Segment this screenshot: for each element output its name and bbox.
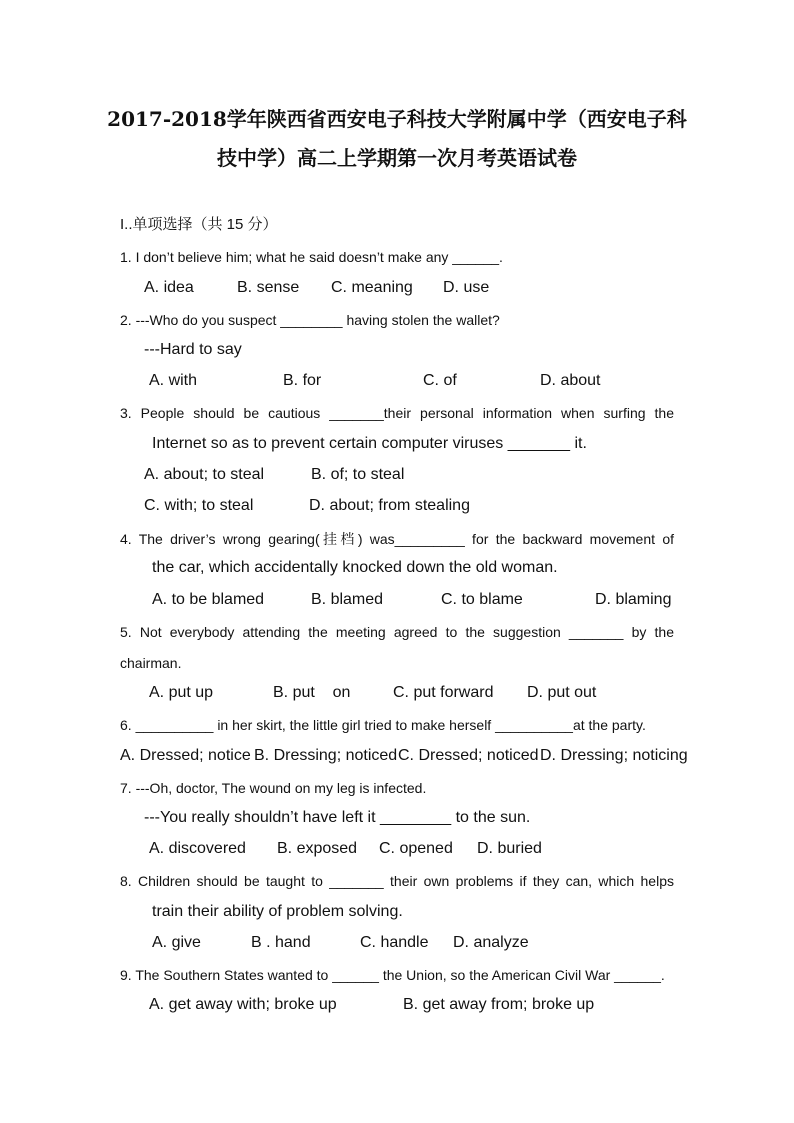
document-title-line-2: 技中学）高二上学期第一次月考英语试卷: [217, 146, 577, 170]
question-3-option-a: A. about; to steal: [144, 466, 265, 483]
question-7-option-c: C. opened: [379, 840, 453, 857]
question-7-option-b: B. exposed: [277, 840, 358, 857]
question-8-stem-line-1: 8. Children should be taught to _______ their own problems if they can, which helps: [120, 873, 674, 889]
question-1-stem: 1. I don’t believe him; what he said doesn’t make any ______.: [120, 249, 503, 265]
question-4-option-b: B. blamed: [311, 591, 384, 608]
question-7-option-d: D. buried: [477, 840, 542, 857]
question-3-option-d: D. about; from stealing: [309, 497, 470, 514]
question-5-option-d: D. put out: [527, 684, 597, 701]
question-9-option-b: B. get away from; broke up: [403, 996, 595, 1013]
question-5-stem-line-2: chairman.: [120, 655, 182, 671]
question-1-option-a: A. idea: [144, 279, 194, 296]
question-8-option-c: C. handle: [360, 934, 429, 951]
question-8-option-d: D. analyze: [453, 934, 529, 951]
section-heading: I..单项选择（共 15 分）: [120, 216, 278, 233]
question-6-option-d: D. Dressing; noticing: [540, 747, 688, 764]
question-7-stem: 7. ---Oh, doctor, The wound on my leg is infected.: [120, 780, 427, 796]
question-3-stem-line-2: Internet so as to prevent certain computer viruses _______ it.: [152, 435, 587, 452]
question-9-option-a: A. get away with; broke up: [149, 996, 337, 1013]
question-4-stem-line-2: the car, which accidentally knocked down the old woman.: [152, 559, 558, 576]
question-5-option-b: B. put on: [273, 684, 351, 701]
question-4-option-a: A. to be blamed: [152, 591, 265, 608]
question-6-option-c: C. Dressed; noticed: [398, 747, 539, 764]
question-5-option-a: A. put up: [149, 684, 214, 701]
question-2-option-d: D. about: [540, 372, 601, 389]
question-5-option-c: C. put forward: [393, 684, 494, 701]
question-8-option-b: B . hand: [251, 934, 311, 951]
question-8-option-a: A. give: [152, 934, 201, 951]
question-3-option-b: B. of; to steal: [311, 466, 405, 483]
question-7-reply: ---You really shouldn’t have left it ________ to the sun.: [144, 809, 531, 826]
question-2-option-b: B. for: [283, 372, 322, 389]
question-4-stem-line-1: 4. The driver’s wrong gearing(挂档) was_________ for the backward movement of: [120, 531, 674, 547]
question-7-option-a: A. discovered: [149, 840, 246, 857]
question-1-option-c: C. meaning: [331, 279, 413, 296]
question-4-option-c: C. to blame: [441, 591, 523, 608]
question-2-option-c: C. of: [423, 372, 457, 389]
question-2-reply: ---Hard to say: [144, 341, 242, 358]
question-6-option-a: A. Dressed; notice: [120, 747, 251, 764]
question-9-stem: 9. The Southern States wanted to ______ the Union, so the American Civil War ______.: [120, 967, 665, 983]
question-2-stem: 2. ---Who do you suspect ________ having stolen the wallet?: [120, 312, 500, 328]
question-1-option-b: B. sense: [237, 279, 300, 296]
question-8-stem-line-2: train their ability of problem solving.: [152, 903, 403, 920]
question-2-option-a: A. with: [149, 372, 198, 389]
question-3-stem-line-1: 3. People should be cautious _______their personal information when surfing the: [120, 405, 674, 421]
question-6-stem: 6. __________ in her skirt, the little girl tried to make herself __________at the party.: [120, 717, 646, 733]
question-5-stem-line-1: 5. Not everybody attending the meeting agreed to the suggestion _______ by the: [120, 624, 674, 640]
question-6-option-b: B. Dressing; noticed: [254, 747, 398, 764]
question-1-option-d: D. use: [443, 279, 490, 296]
document-title-line-1: 2017-2018学年陕西省西安电子科技大学附属中学（西安电子科: [107, 107, 687, 131]
question-3-option-c: C. with; to steal: [144, 497, 254, 514]
question-4-option-d: D. blaming: [595, 591, 672, 608]
